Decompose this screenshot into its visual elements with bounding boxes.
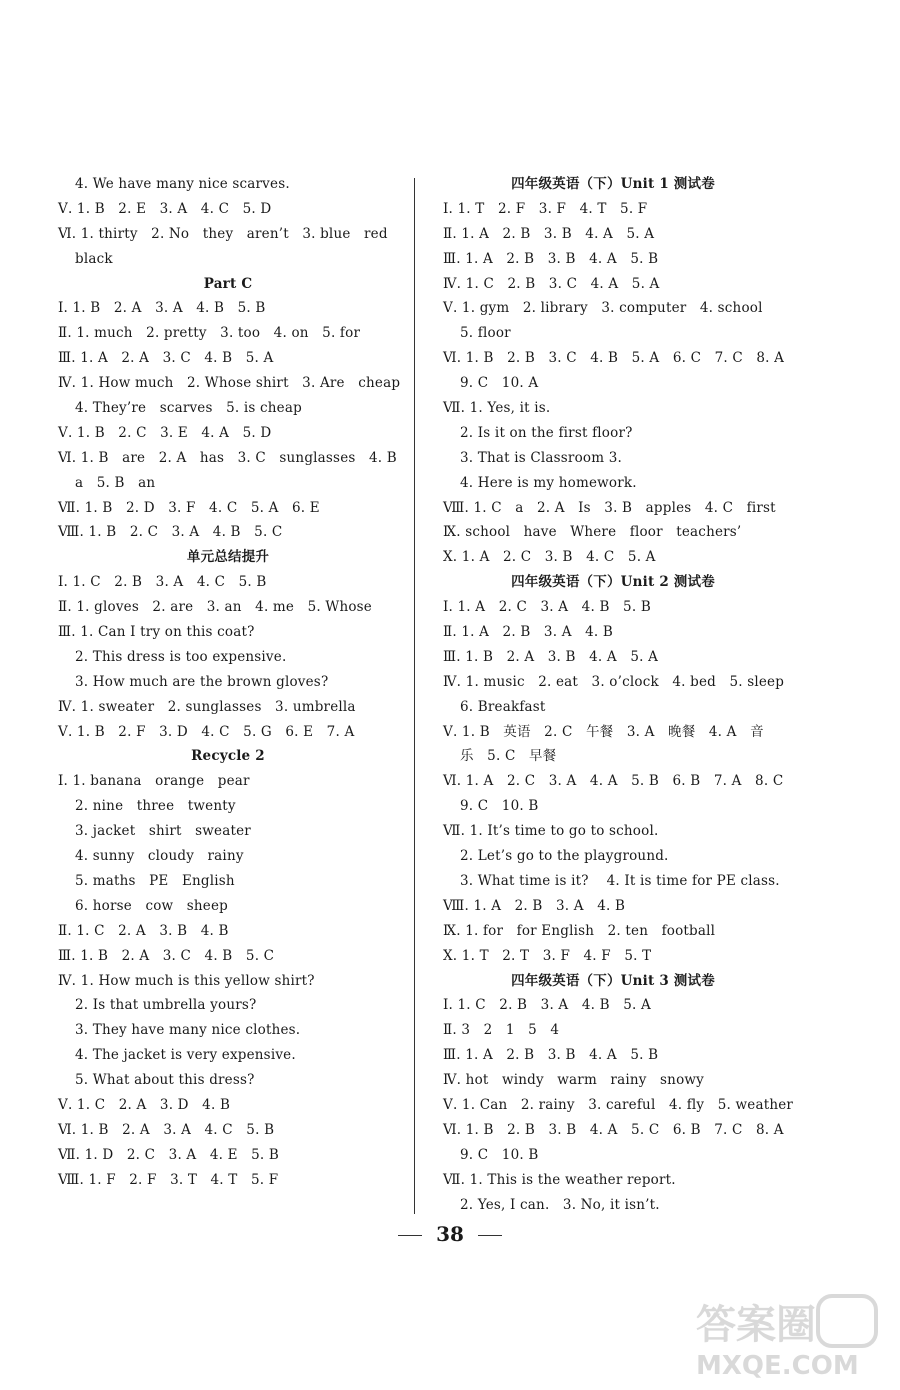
answer-line: Ⅴ. 1. B 2. C 3. E 4. A 5. D [58,424,272,441]
answer-line: 9. C 10. B [460,798,539,815]
answer-line: Ⅵ. 1. B 2. B 3. C 4. B 5. A 6. C 7. C 8. A [443,350,785,367]
section-heading: 四年级英语（下）Unit 2 测试卷 [511,574,715,591]
answer-line: 3. What time is it? 4. It is time for PE class. [460,872,780,889]
answer-line: Ⅳ. 1. music 2. eat 3. o’clock 4. bed 5. sleep [443,673,785,690]
answer-line: Ⅰ. 1. A 2. C 3. A 4. B 5. B [443,599,651,616]
answer-line: a 5. B an [75,474,156,491]
answer-line: 3. That is Classroom 3. [460,449,623,466]
answer-line: 6. horse cow sheep [75,897,228,914]
footer-dash-right [478,1235,502,1236]
answer-line: black [75,250,113,267]
answer-line: Ⅴ. 1. gym 2. library 3. computer 4. school [443,300,763,317]
answer-line: 3. They have many nice clothes. [75,1022,301,1039]
answer-line: Ⅷ. 1. B 2. C 3. A 4. B 5. C [58,524,283,541]
answer-line: Ⅲ. 1. A 2. A 3. C 4. B 5. A [58,350,274,367]
answer-line: 3. How much are the brown gloves? [75,673,329,690]
answer-line: Ⅷ. 1. A 2. B 3. A 4. B [443,897,626,914]
answer-line: Ⅷ. 1. C a 2. A Is 3. B apples 4. C first [443,499,776,516]
answer-line: Ⅶ. 1. D 2. C 3. A 4. E 5. B [58,1146,280,1163]
answer-line: 2. Is it on the first floor? [460,424,633,441]
answer-line: Ⅳ. hot windy warm rainy snowy [443,1072,704,1089]
answer-line: 5. floor [460,325,511,342]
answer-line: Ⅳ. 1. sweater 2. sunglasses 3. umbrella [58,698,356,715]
answer-line: Ⅰ. 1. B 2. A 3. A 4. B 5. B [58,300,266,317]
answer-line: 3. jacket shirt sweater [75,823,251,840]
answer-line: Ⅲ. 1. B 2. A 3. B 4. A 5. A [443,648,659,665]
answer-line: Ⅹ. 1. A 2. C 3. B 4. C 5. A [443,549,656,566]
answer-line: Ⅴ. 1. Can 2. rainy 3. careful 4. fly 5. weather [443,1096,794,1113]
watermark-url-text: MXQE.COM [696,1351,859,1381]
answer-line: 5. What about this dress? [75,1072,255,1089]
column-divider [414,178,415,1214]
answer-column-right [443,172,794,1217]
section-heading: 四年级英语（下）Unit 1 测试卷 [511,176,715,192]
answer-line: 9. C 10. B [460,1146,539,1163]
answer-column-left [58,172,401,1193]
answer-line: Ⅵ. 1. A 2. C 3. A 4. A 5. B 6. B 7. A 8. C [443,773,784,790]
answer-line: Ⅰ. 1. banana orange pear [58,773,250,790]
footer-dash-left [398,1235,422,1236]
answer-line: Ⅵ. 1. B 2. B 3. B 4. A 5. C 6. B 7. C 8. A [443,1121,784,1138]
answer-line: 5. maths PE English [75,872,235,889]
section-heading: Part C [203,275,253,292]
section-heading: Recycle 2 [191,748,265,765]
answer-line: Ⅶ. 1. This is the weather report. [443,1171,676,1188]
answer-line: Ⅲ. 1. B 2. A 3. C 4. B 5. C [58,947,275,964]
answer-line: Ⅱ. 1. gloves 2. are 3. an 4. me 5. Whose [58,599,372,616]
answer-line: Ⅱ. 1. A 2. B 3. B 4. A 5. A [443,225,655,242]
answer-line: Ⅰ. 1. C 2. B 3. A 4. B 5. A [443,997,651,1014]
answer-line: 6. Breakfast [460,698,546,715]
answer-line: Ⅰ. 1. C 2. B 3. A 4. C 5. B [58,574,267,591]
answer-line: Ⅱ. 3 2 1 5 4 [443,1022,560,1039]
logo-watermark [686,1290,886,1382]
answer-line: 4. Here is my homework. [460,474,637,491]
answer-line: Ⅴ. 1. B 英语 2. C 午餐 3. A 晚餐 4. A 音 [443,723,764,740]
answer-line: Ⅲ. 1. Can I try on this coat? [58,624,255,641]
answer-line: 4. sunny cloudy rainy [75,848,244,865]
answer-line: Ⅸ. school have Where floor teachers’ [443,524,742,541]
watermark-graphic [686,1290,886,1382]
answer-line: Ⅲ. 1. A 2. B 3. B 4. A 5. B [443,1047,659,1064]
answer-line: Ⅶ. 1. B 2. D 3. F 4. C 5. A 6. E [58,499,320,516]
answer-line: 2. Is that umbrella yours? [75,997,257,1014]
answer-line: Ⅵ. 1. thirty 2. No they aren’t 3. blue red [58,225,388,242]
answer-line: Ⅱ. 1. C 2. A 3. B 4. B [58,922,229,939]
answer-line: 乐 5. C 早餐 [460,748,557,765]
answer-line: Ⅴ. 1. B 2. E 3. A 4. C 5. D [58,200,272,217]
answer-line: 2. Yes, I can. 3. No, it isn’t. [460,1196,660,1213]
answer-line: Ⅴ. 1. C 2. A 3. D 4. B [58,1096,231,1113]
answer-line: 9. C 10. A [460,375,539,392]
answer-line: Ⅵ. 1. B 2. A 3. A 4. C 5. B [58,1121,275,1138]
answer-line: 2. nine three twenty [75,798,236,815]
page-number-footer [0,1222,900,1246]
answer-line: Ⅳ. 1. How much is this yellow shirt? [58,972,315,989]
watermark-logo-text: 答案圈 [696,1302,816,1348]
section-heading: 单元总结提升 [186,549,270,566]
answer-line: 4. We have many nice scarves. [75,176,290,192]
answer-line: 2. Let’s go to the playground. [460,848,669,865]
answer-line: Ⅷ. 1. F 2. F 3. T 4. T 5. F [58,1171,279,1188]
answer-line: Ⅳ. 1. C 2. B 3. C 4. A 5. A [443,275,660,292]
section-heading: 四年级英语（下）Unit 3 测试卷 [511,972,715,989]
answer-line: Ⅰ. 1. T 2. F 3. F 4. T 5. F [443,200,648,217]
answer-line: Ⅶ. 1. It’s time to go to school. [443,823,659,840]
answer-line: Ⅵ. 1. B are 2. A has 3. C sunglasses 4. B [58,449,397,466]
answer-line: 4. They’re scarves 5. is cheap [75,400,302,417]
answer-line: Ⅶ. 1. Yes, it is. [443,400,551,417]
answer-line: Ⅱ. 1. much 2. pretty 3. too 4. on 5. for [58,325,361,342]
answer-line: Ⅴ. 1. B 2. F 3. D 4. C 5. G 6. E 7. A [58,723,355,740]
answer-line: Ⅹ. 1. T 2. T 3. F 4. F 5. T [443,947,652,964]
answer-line: Ⅲ. 1. A 2. B 3. B 4. A 5. B [443,250,659,267]
answer-line: 4. The jacket is very expensive. [75,1047,296,1064]
page-number: 38 [436,1222,464,1246]
answer-line: Ⅳ. 1. How much 2. Whose shirt 3. Are cheap [58,375,401,392]
answer-line: Ⅱ. 1. A 2. B 3. A 4. B [443,624,614,641]
answer-line: Ⅸ. 1. for for English 2. ten football [443,922,716,939]
answer-line: 2. This dress is too expensive. [75,648,287,665]
